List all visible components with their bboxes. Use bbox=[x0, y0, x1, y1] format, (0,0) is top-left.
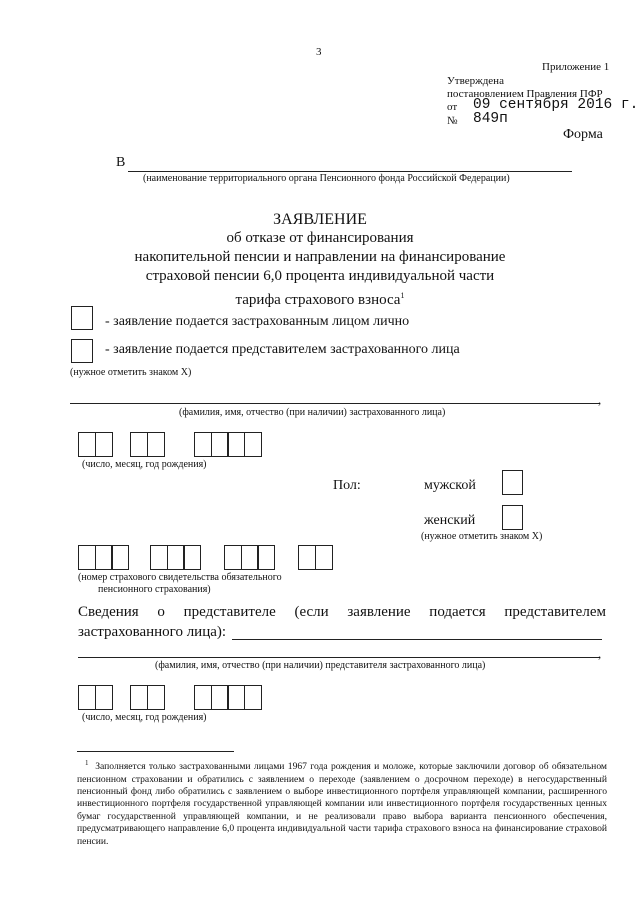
digit-cell[interactable] bbox=[194, 432, 212, 457]
insured-birth-month[interactable] bbox=[130, 432, 165, 457]
representative-fio-line[interactable] bbox=[78, 657, 600, 658]
gender-male-label: мужской bbox=[424, 478, 476, 493]
recipient-caption: (наименование территориального органа Пенсионного фонда Российской Федерации) bbox=[143, 173, 510, 184]
digit-cell[interactable] bbox=[211, 685, 229, 710]
gender-note: (нужное отметить знаком X) bbox=[421, 531, 543, 542]
representative-birth-month[interactable] bbox=[130, 685, 165, 710]
representative-birth-day[interactable] bbox=[78, 685, 113, 710]
intro-word: представителе bbox=[183, 604, 276, 620]
digit-cell[interactable] bbox=[224, 545, 242, 570]
digit-cell[interactable] bbox=[78, 545, 96, 570]
document-title: ЗАЯВЛЕНИЕ bbox=[273, 211, 367, 228]
gender-female-label: женский bbox=[424, 513, 476, 528]
resolution-label: постановлением Правления ПФР bbox=[447, 88, 603, 100]
intro-word: Сведения bbox=[78, 604, 139, 620]
footnote-text: Заполняется только застрахованными лицами 1967 года рождения и моложе, которые заключили договор об обязательном пенсионном страховании и обратились с заявлением о переходе (заявлением о досрочном переходе) в негосударственный пенсионный фонд либо обратились с заявлением о выборе инвестиционного портфеля управляющей компании, расширенного инвестиционного портфеля государственной управляющей компании или инвестиционного портфеля государственных ценных бумаг государственной управляющей компании, и не реализовали право выбора варианта пенсионного обеспечения, предусматривающего направление 6,0 процента индивидуальной части тарифа страхового взноса на финансирование страховой пенсии. bbox=[77, 761, 608, 847]
title-line-4: тарифа страхового взноса$^1$ bbox=[235, 291, 405, 308]
digit-cell[interactable] bbox=[95, 545, 113, 570]
appendix-label: Приложение 1 bbox=[542, 61, 610, 73]
digit-cell[interactable] bbox=[244, 685, 262, 710]
page-number: 3 bbox=[316, 46, 322, 58]
digit-cell[interactable] bbox=[150, 545, 168, 570]
digit-cell[interactable] bbox=[257, 545, 275, 570]
gender-male-checkbox[interactable] bbox=[502, 470, 523, 495]
footnote bbox=[77, 757, 607, 848]
digit-cell[interactable] bbox=[130, 432, 148, 457]
resolution-number: 849п bbox=[473, 111, 508, 127]
representative-option-label: - заявление подается представителем застрахованного лица bbox=[105, 342, 460, 357]
recipient-line[interactable] bbox=[128, 171, 572, 172]
intro-word: (если bbox=[294, 604, 329, 620]
footnote-separator bbox=[77, 751, 234, 752]
representative-intro bbox=[78, 604, 606, 621]
representative-birth-caption: (число, месяц, год рождения) bbox=[82, 712, 207, 723]
number-prefix: № bbox=[447, 115, 458, 127]
insured-birth-day[interactable] bbox=[78, 432, 113, 457]
personal-checkbox[interactable] bbox=[71, 306, 93, 330]
digit-cell[interactable] bbox=[167, 545, 185, 570]
title-line-1: об отказе от финансирования bbox=[226, 230, 414, 246]
intro-word: заявление bbox=[347, 604, 411, 620]
digit-cell[interactable] bbox=[211, 432, 229, 457]
representative-birth-year[interactable] bbox=[194, 685, 262, 710]
insured-birth-year[interactable] bbox=[194, 432, 262, 457]
representative-fio-caption: (фамилия, имя, отчество (при наличии) представителя застрахованного лица) bbox=[155, 660, 486, 671]
digit-cell[interactable] bbox=[194, 685, 212, 710]
digit-cell[interactable] bbox=[298, 545, 316, 570]
form-label: Форма bbox=[563, 127, 603, 142]
insured-fio-line[interactable] bbox=[70, 403, 600, 404]
intro-word: представителем bbox=[504, 604, 606, 620]
snils-group-1[interactable] bbox=[78, 545, 129, 570]
intro-word: подается bbox=[429, 604, 486, 620]
snils-group-2[interactable] bbox=[150, 545, 201, 570]
digit-cell[interactable] bbox=[227, 685, 245, 710]
snils-group-4[interactable] bbox=[298, 545, 333, 570]
digit-cell[interactable] bbox=[147, 685, 165, 710]
personal-option-label: - заявление подается застрахованным лицом лично bbox=[105, 314, 410, 329]
digit-cell[interactable] bbox=[78, 432, 96, 457]
title-line-3: страховой пенсии 6,0 процента индивидуальной части bbox=[145, 268, 495, 284]
representative-intro-line[interactable] bbox=[232, 639, 602, 640]
approval-date: 09 сентября 2016 г. bbox=[473, 97, 639, 113]
digit-cell[interactable] bbox=[147, 432, 165, 457]
gender-label: Пол: bbox=[333, 478, 361, 493]
representative-intro-line-2: застрахованного лица): bbox=[78, 624, 227, 640]
digit-cell[interactable] bbox=[315, 545, 333, 570]
insured-fio-caption: (фамилия, имя, отчество (при наличии) застрахованного лица) bbox=[179, 407, 446, 418]
digit-cell[interactable] bbox=[130, 685, 148, 710]
date-prefix: от bbox=[447, 101, 458, 113]
digit-cell[interactable] bbox=[95, 432, 113, 457]
approved-label: Утверждена bbox=[447, 75, 504, 87]
digit-cell[interactable] bbox=[111, 545, 129, 570]
digit-cell[interactable] bbox=[78, 685, 96, 710]
gender-female-checkbox[interactable] bbox=[502, 505, 523, 530]
snils-caption-line-1: (номер страхового свидетельства обязательного bbox=[78, 572, 282, 583]
snils-group-3[interactable] bbox=[224, 545, 275, 570]
representative-checkbox[interactable] bbox=[71, 339, 93, 363]
snils-caption-line-2: пенсионного страхования) bbox=[98, 584, 211, 595]
insured-birth-caption: (число, месяц, год рождения) bbox=[82, 459, 207, 470]
digit-cell[interactable] bbox=[95, 685, 113, 710]
title-line-2: накопительной пенсии и направлении на финансирование bbox=[134, 249, 506, 265]
digit-cell[interactable] bbox=[244, 432, 262, 457]
footnote-mark: 1 bbox=[85, 759, 89, 767]
representative-fio-comma: , bbox=[598, 646, 602, 661]
insured-fio-comma: , bbox=[598, 392, 602, 407]
intro-word: о bbox=[157, 604, 165, 620]
digit-cell[interactable] bbox=[183, 545, 201, 570]
recipient-prefix: В bbox=[116, 155, 126, 170]
option-note: (нужное отметить знаком X) bbox=[70, 367, 192, 378]
digit-cell[interactable] bbox=[227, 432, 245, 457]
digit-cell[interactable] bbox=[241, 545, 259, 570]
title-footnote-mark: 1 bbox=[400, 291, 405, 300]
